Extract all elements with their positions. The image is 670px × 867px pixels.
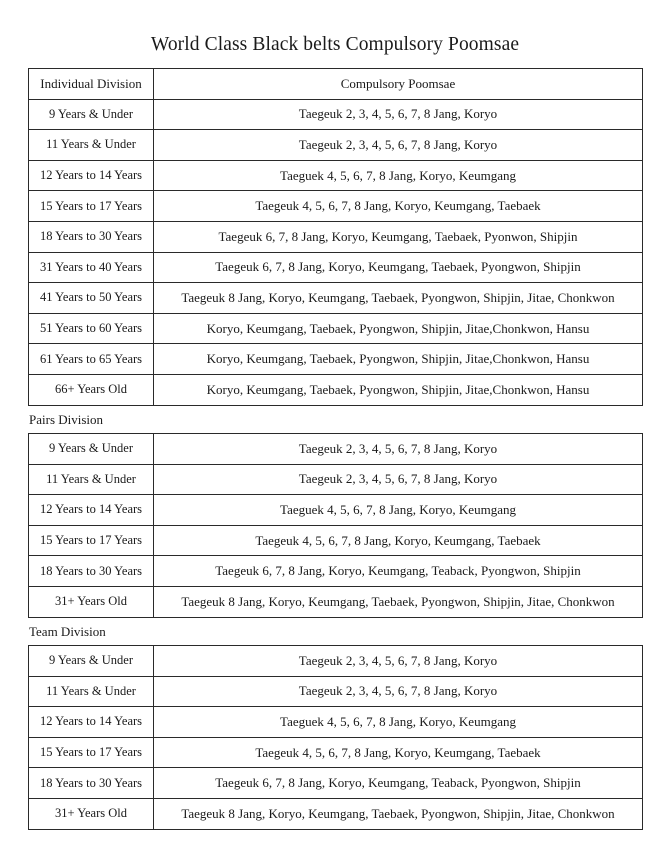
table-row [29,768,643,799]
poomsae-cell: Taegeuk 4, 5, 6, 7, 8 Jang, Koryo, Keumgang, Taebaek [154,525,643,556]
pairs-division-label: Pairs Division [29,412,104,427]
poomsae-cell: Taeguek 4, 5, 6, 7, 8 Jang, Koryo, Keumgang [154,160,643,191]
table-row [29,464,643,495]
table-row [29,556,643,587]
division-cell: 31 Years to 40 Years [29,252,154,283]
division-cell: 12 Years to 14 Years [29,495,154,526]
table-row [29,252,643,283]
division-cell: 61 Years to 65 Years [29,344,154,375]
division-cell: 9 Years & Under [29,646,154,677]
division-cell: 31+ Years Old [29,798,154,829]
table-row [29,434,643,465]
poomsae-cell: Taeguek 4, 5, 6, 7, 8 Jang, Koryo, Keumgang [154,707,643,738]
division-cell: 11 Years & Under [29,464,154,495]
division-cell: 15 Years to 17 Years [29,525,154,556]
division-cell: 31+ Years Old [29,586,154,617]
table-row [29,374,643,405]
table-row [29,160,643,191]
poomsae-cell: Taegeuk 2, 3, 4, 5, 6, 7, 8 Jang, Koryo [154,99,643,130]
header-compulsory-poomsae: Compulsory Poomsae [154,69,643,100]
division-cell: 15 Years to 17 Years [29,191,154,222]
division-cell: 18 Years to 30 Years [29,768,154,799]
poomsae-cell: Taegeuk 2, 3, 4, 5, 6, 7, 8 Jang, Koryo [154,130,643,161]
table-row [29,495,643,526]
poomsae-cell: Taegeuk 8 Jang, Koryo, Keumgang, Taebaek, Pyongwon, Shipjin, Jitae, Chonkwon [154,798,643,829]
table-row [29,99,643,130]
individual-division-table [28,68,643,406]
team-division-table [28,645,643,830]
division-cell: 51 Years to 60 Years [29,313,154,344]
table-row [29,737,643,768]
poomsae-cell: Taegeuk 6, 7, 8 Jang, Koryo, Keumgang, Taebaek, Pyongwon, Shipjin [154,252,643,283]
poomsae-cell: Taegeuk 4, 5, 6, 7, 8 Jang, Koryo, Keumgang, Taebaek [154,737,643,768]
header-individual-division: Individual Division [29,69,154,100]
division-cell: 41 Years to 50 Years [29,283,154,314]
division-cell: 15 Years to 17 Years [29,737,154,768]
table-row [29,707,643,738]
division-cell: 12 Years to 14 Years [29,707,154,738]
pairs-division-table [28,433,643,618]
poomsae-cell: Taeguek 4, 5, 6, 7, 8 Jang, Koryo, Keumgang [154,495,643,526]
division-cell: 11 Years & Under [29,130,154,161]
table-row [29,221,643,252]
poomsae-cell: Taegeuk 8 Jang, Koryo, Keumgang, Taebaek, Pyongwon, Shipjin, Jitae, Chonkwon [154,283,643,314]
poomsae-cell: Taegeuk 2, 3, 4, 5, 6, 7, 8 Jang, Koryo [154,676,643,707]
table-row [29,646,643,677]
poomsae-cell: Taegeuk 4, 5, 6, 7, 8 Jang, Koryo, Keumgang, Taebaek [154,191,643,222]
division-cell: 9 Years & Under [29,434,154,465]
division-cell: 18 Years to 30 Years [29,556,154,587]
table-row [29,283,643,314]
poomsae-cell: Koryo, Keumgang, Taebaek, Pyongwon, Shipjin, Jitae,Chonkwon, Hansu [154,344,643,375]
table-row [29,130,643,161]
poomsae-cell: Taegeuk 6, 7, 8 Jang, Koryo, Keumgang, Teaback, Pyongwon, Shipjin [154,768,643,799]
table-row [29,586,643,617]
table-row [29,676,643,707]
table-row [29,313,643,344]
poomsae-cell: Koryo, Keumgang, Taebaek, Pyongwon, Shipjin, Jitae,Chonkwon, Hansu [154,313,643,344]
poomsae-cell: Taegeuk 2, 3, 4, 5, 6, 7, 8 Jang, Koryo [154,646,643,677]
table-row [29,798,643,829]
page-title: World Class Black belts Compulsory Poomsae [150,34,520,55]
poomsae-cell: Taegeuk 6, 7, 8 Jang, Koryo, Keumgang, Teaback, Pyongwon, Shipjin [154,556,643,587]
poomsae-cell: Koryo, Keumgang, Taebaek, Pyongwon, Shipjin, Jitae,Chonkwon, Hansu [154,374,643,405]
team-division-label: Team Division [29,624,106,639]
division-cell: 12 Years to 14 Years [29,160,154,191]
poomsae-cell: Taegeuk 2, 3, 4, 5, 6, 7, 8 Jang, Koryo [154,434,643,465]
table-row [29,191,643,222]
division-cell: 9 Years & Under [29,99,154,130]
poomsae-cell: Taegeuk 2, 3, 4, 5, 6, 7, 8 Jang, Koryo [154,464,643,495]
poomsae-cell: Taegeuk 6, 7, 8 Jang, Koryo, Keumgang, Taebaek, Pyonwon, Shipjin [154,221,643,252]
table-header-row [29,69,643,100]
division-cell: 11 Years & Under [29,676,154,707]
table-row [29,525,643,556]
division-cell: 66+ Years Old [29,374,154,405]
table-row [29,344,643,375]
division-cell: 18 Years to 30 Years [29,221,154,252]
poomsae-cell: Taegeuk 8 Jang, Koryo, Keumgang, Taebaek, Pyongwon, Shipjin, Jitae, Chonkwon [154,586,643,617]
